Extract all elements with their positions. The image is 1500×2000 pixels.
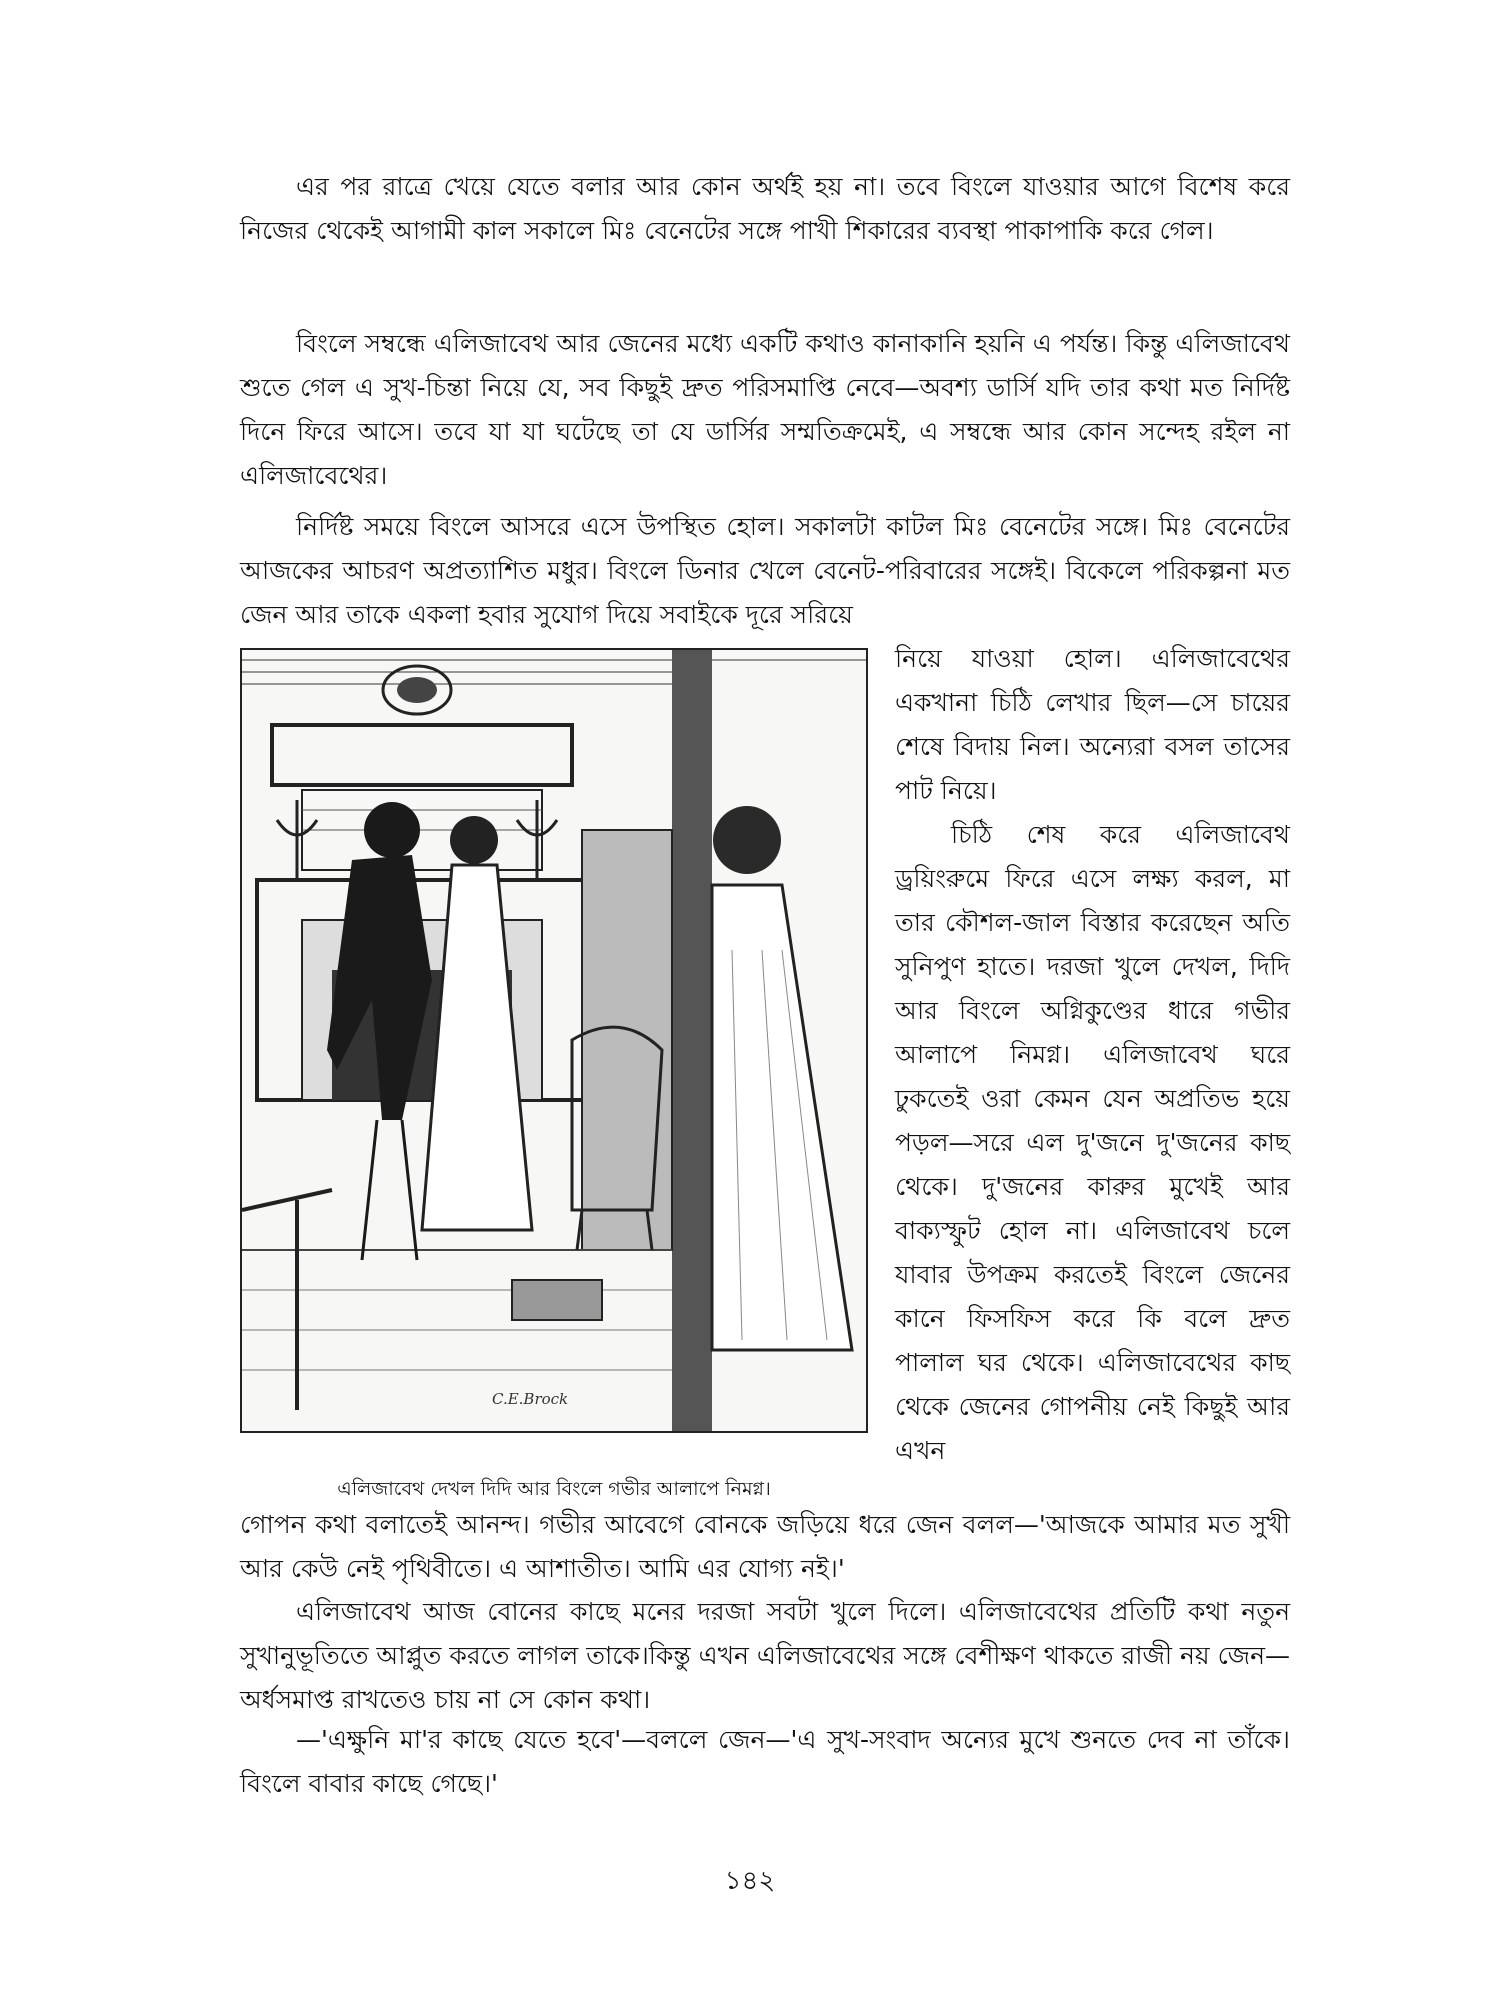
paragraph-6: এলিজাবেথ আজ বোনের কাছে মনের দরজা সবটা খুলে দিলে। এলিজাবেথের প্রতিটি কথা নতুন সুখানুভূতিতে আপ্লুত করতে লাগল তাকে।কিন্তু এখন এলিজাবেথের সঙ্গে বেশীক্ষণ থাকতে রাজী নয় জেন—অর্ধসমাপ্ত রাখতেও চায় না সে কোন কথা। <box>240 1597 1290 1714</box>
paragraph-5: গোপন কথা বলাতেই আনন্দ। গভীর আবেগে বোনকে জড়িয়ে ধরে জেন বলল—'আজকে আমার মত সুখী আর কেউ নেই পৃথিবীতে। এ আশাতীত। আমি এর যোগ্য নই।' <box>240 1510 1290 1583</box>
paragraph-4: চিঠি শেষ করে এলিজাবেথ ড্রয়িংরুমে ফিরে এসে লক্ষ্য করল, মা তার কৌশল-জাল বিস্তার করেছেন অতি সুনিপুণ হাতে। দরজা খুলে দেখল, দিদি আর বিংলে অগ্নিকুণ্ডের ধারে গভীর আলাপে নিমগ্ন। এলিজাবেথ ঘরে ঢুকতেই ওরা কেমন যেন অপ্রতিভ হয়ে পড়ল—সরে এল দু'জনে দু'জনের কাছ থেকে। দু'জনের কারুর মুখেই আর বাক্যস্ফুট হোল না। এলিজাবেথ চলে যাবার উপক্রম করতেই বিংলে জেনের কানে ফিসফিস করে কি বলে দ্রুত পালাল ঘর থেকে। এলিজাবেথের কাছ থেকে জেনের গোপনীয় নেই কিছুই আর এখন <box>895 820 1290 1465</box>
artist-signature: C.E.Brock <box>492 1390 569 1408</box>
paragraph-2: বিংলে সম্বন্ধে এলিজাবেথ আর জেনের মধ্যে একটি কথাও কানাকানি হয়নি এ পর্যন্ত। কিন্তু এলিজাবেথ শুতে গেল এ সুখ-চিন্তা নিয়ে যে, সব কিছুই দ্রুত পরিসমাপ্তি নেবে—অবশ্য ডার্সি যদি তার কথা মত নির্দিষ্ট দিনে ফিরে আসে। তবে যা যা ঘটেছে তা যে ডার্সির সম্মতিক্রমেই, এ সম্বন্ধে আর কোন সন্দেহ রইল না এলিজাবেথের। <box>240 329 1290 490</box>
paragraph-3-continued: নিয়ে যাওয়া হোল। এলিজাবেথের একখানা চিঠি লেখার ছিল—সে চায়ের শেষে বিদায় নিল। অন্যেরা বসল তাসের পাট নিয়ে। <box>895 644 1290 805</box>
illustration-caption: এলিজাবেথ দেখল দিদি আর বিংলে গভীর আলাপে নিমগ্ন। <box>337 1478 771 1500</box>
illustration-drawing <box>242 650 866 1431</box>
page-number: ১৪২ <box>724 1866 776 1896</box>
side-column <box>895 637 1290 1473</box>
paragraph-1: এর পর রাত্রে খেয়ে যেতে বলার আর কোন অর্থই হয় না। তবে বিংলে যাওয়ার আগে বিশেষ করে নিজের থেকেই আগামী কাল সকালে মিঃ বেনেটের সঙ্গে পাখী শিকারের ব্যবস্থা পাকাপাকি করে গেল। <box>240 172 1290 245</box>
paragraph-3-start: নির্দিষ্ট সময়ে বিংলে আসরে এসে উপস্থিত হোল। সকালটা কাটল মিঃ বেনেটের সঙ্গে। মিঃ বেনেটের আজকের আচরণ অপ্রত্যাশিত মধুর। বিংলে ডিনার খেলে বেনেট-পরিবারের সঙ্গেই। বিকেলে পরিকল্পনা মত জেন আর তাকে একলা হবার সুযোগ দিয়ে সবাইকে দূরে সরিয়ে <box>240 512 1290 629</box>
paragraph-7: —'এক্ষুনি মা'র কাছে যেতে হবে'—বললে জেন—'এ সুখ-সংবাদ অন্যের মুখে শুনতে দেব না তাঁকে। বিংলে বাবার কাছে গেছে।' <box>240 1725 1290 1798</box>
illustration <box>240 648 868 1433</box>
